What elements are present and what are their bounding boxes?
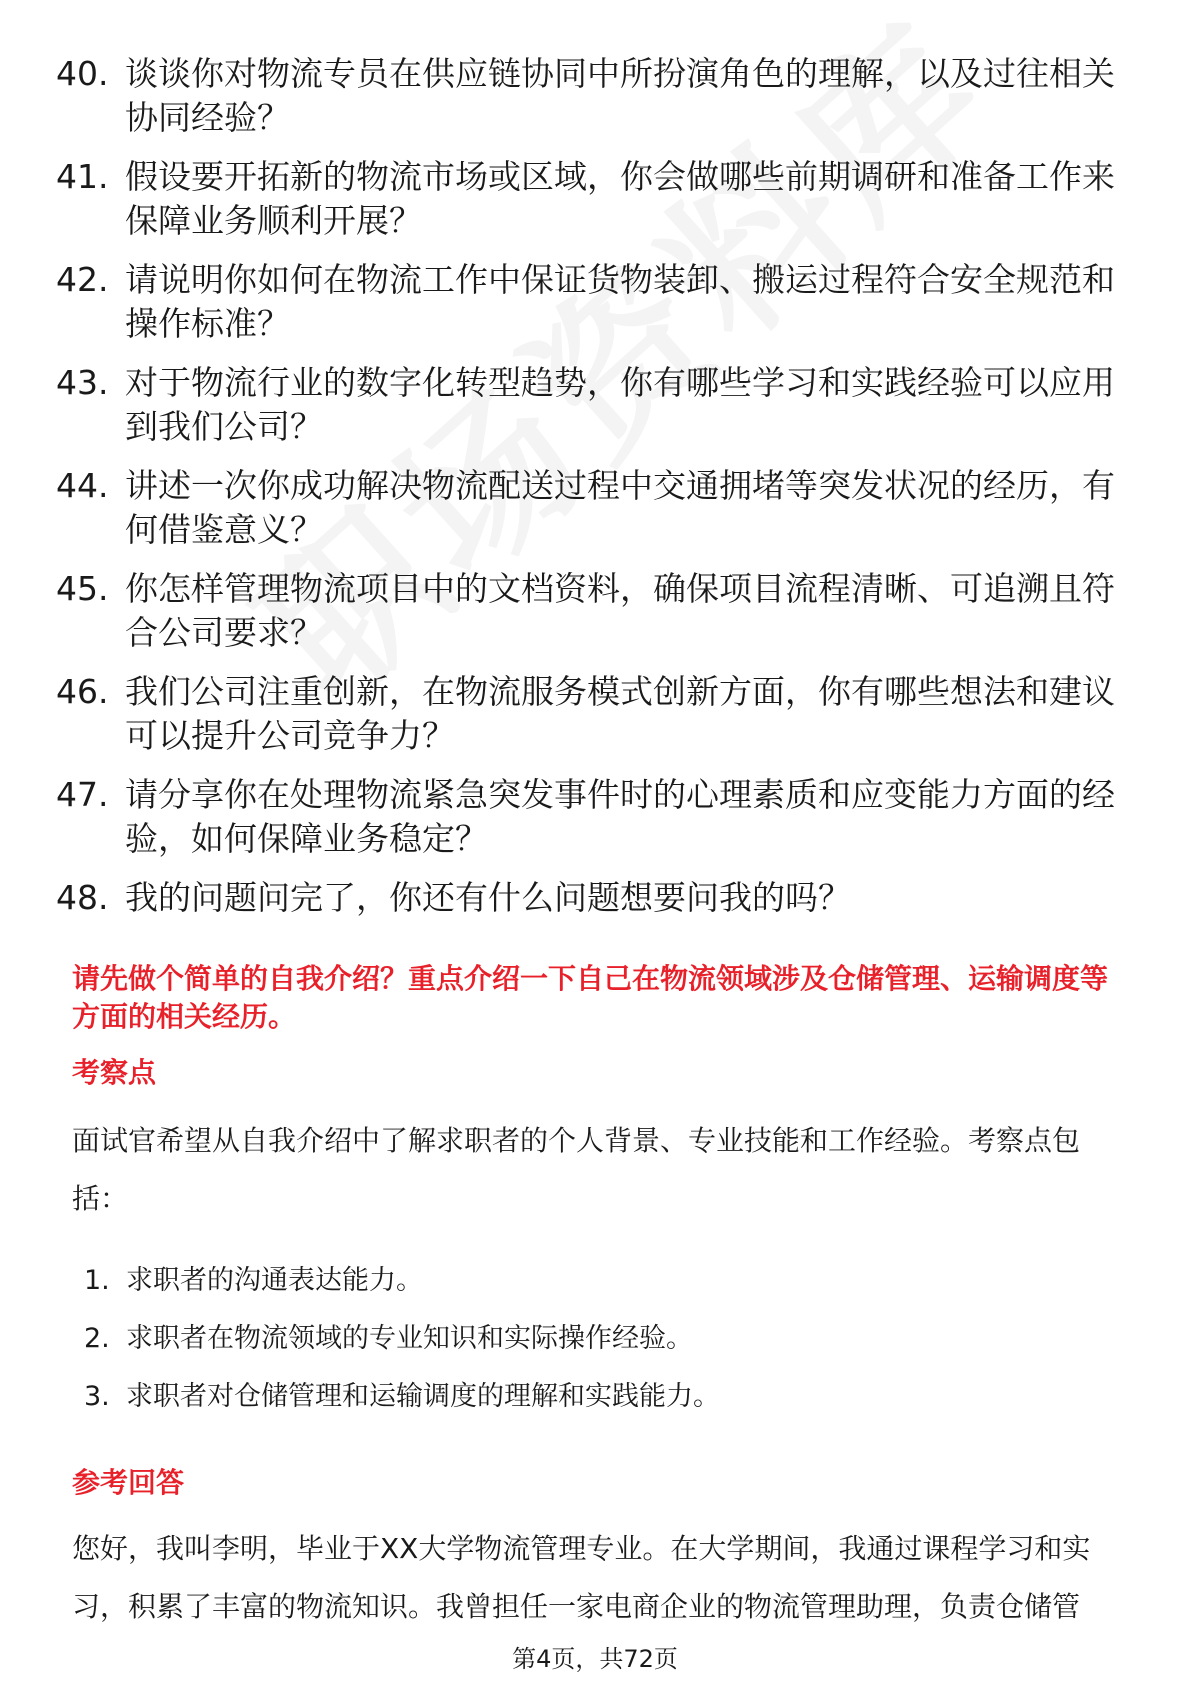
page-footer: 第4页，共72页	[512, 1645, 678, 1673]
question-item	[56, 670, 1126, 758]
focus-label: 考察点	[72, 1056, 157, 1089]
question-number: 43.	[56, 363, 109, 402]
question-text: 请说明你如何在物流工作中保证货物装卸、搬运过程符合安全规范和操作标准？	[125, 260, 1115, 343]
focus-point-list	[84, 1263, 720, 1437]
focus-point-number: 1.	[84, 1265, 110, 1296]
section-title: 请先做个简单的自我介绍？重点介绍一下自己在物流领域涉及仓储管理、运输调度等方面的相关经历。	[72, 962, 1109, 1033]
answer-label: 参考回答	[72, 1466, 185, 1499]
focus-point	[84, 1379, 720, 1415]
question-number: 42.	[56, 260, 109, 299]
question-number: 44.	[56, 466, 109, 505]
focus-point	[84, 1321, 720, 1357]
question-number: 45.	[56, 569, 109, 608]
question-item	[56, 876, 1126, 920]
question-text: 讲述一次你成功解决物流配送过程中交通拥堵等突发状况的经历，有何借鉴意义？	[125, 466, 1115, 549]
question-text: 对于物流行业的数字化转型趋势，你有哪些学习和实践经验可以应用到我们公司？	[125, 363, 1115, 446]
focus-intro: 面试官希望从自我介绍中了解求职者的个人背景、专业技能和工作经验。考察点包括：	[72, 1124, 1081, 1215]
question-number: 48.	[56, 878, 109, 917]
question-text: 我的问题问完了，你还有什么问题想要问我的吗？	[125, 878, 851, 917]
question-text: 我们公司注重创新，在物流服务模式创新方面，你有哪些想法和建议可以提升公司竞争力？	[125, 672, 1115, 755]
focus-point	[84, 1263, 720, 1299]
question-item	[56, 773, 1126, 861]
question-number: 47.	[56, 775, 109, 814]
focus-point-number: 3.	[84, 1381, 110, 1412]
focus-point-text: 求职者对仓储管理和运输调度的理解和实践能力。	[126, 1381, 720, 1412]
question-text: 请分享你在处理物流紧急突发事件时的心理素质和应变能力方面的经验，如何保障业务稳定？	[125, 775, 1115, 858]
question-text: 你怎样管理物流项目中的文档资料，确保项目流程清晰、可追溯且符合公司要求？	[125, 569, 1115, 652]
question-text: 谈谈你对物流专员在供应链协同中所扮演角色的理解，以及过往相关协同经验？	[125, 54, 1115, 137]
question-number: 41.	[56, 157, 109, 196]
question-number: 40.	[56, 54, 109, 93]
question-item	[56, 567, 1126, 655]
focus-point-text: 求职者在物流领域的专业知识和实际操作经验。	[126, 1323, 693, 1354]
question-item	[56, 155, 1126, 243]
question-item	[56, 258, 1126, 346]
question-text: 假设要开拓新的物流市场或区域，你会做哪些前期调研和准备工作来保障业务顺利开展？	[125, 157, 1115, 240]
question-item	[56, 361, 1126, 449]
question-list	[56, 52, 1126, 935]
answer-text: 您好，我叫李明，毕业于XX大学物流管理专业。在大学期间，我通过课程学习和实习，积累了丰富的物流知识。我曾担任一家电商企业的物流管理助理，负责仓储管	[72, 1532, 1091, 1623]
question-item	[56, 464, 1126, 552]
question-item	[56, 52, 1126, 140]
focus-point-text: 求职者的沟通表达能力。	[126, 1265, 423, 1296]
question-number: 46.	[56, 672, 109, 711]
focus-point-number: 2.	[84, 1323, 110, 1354]
